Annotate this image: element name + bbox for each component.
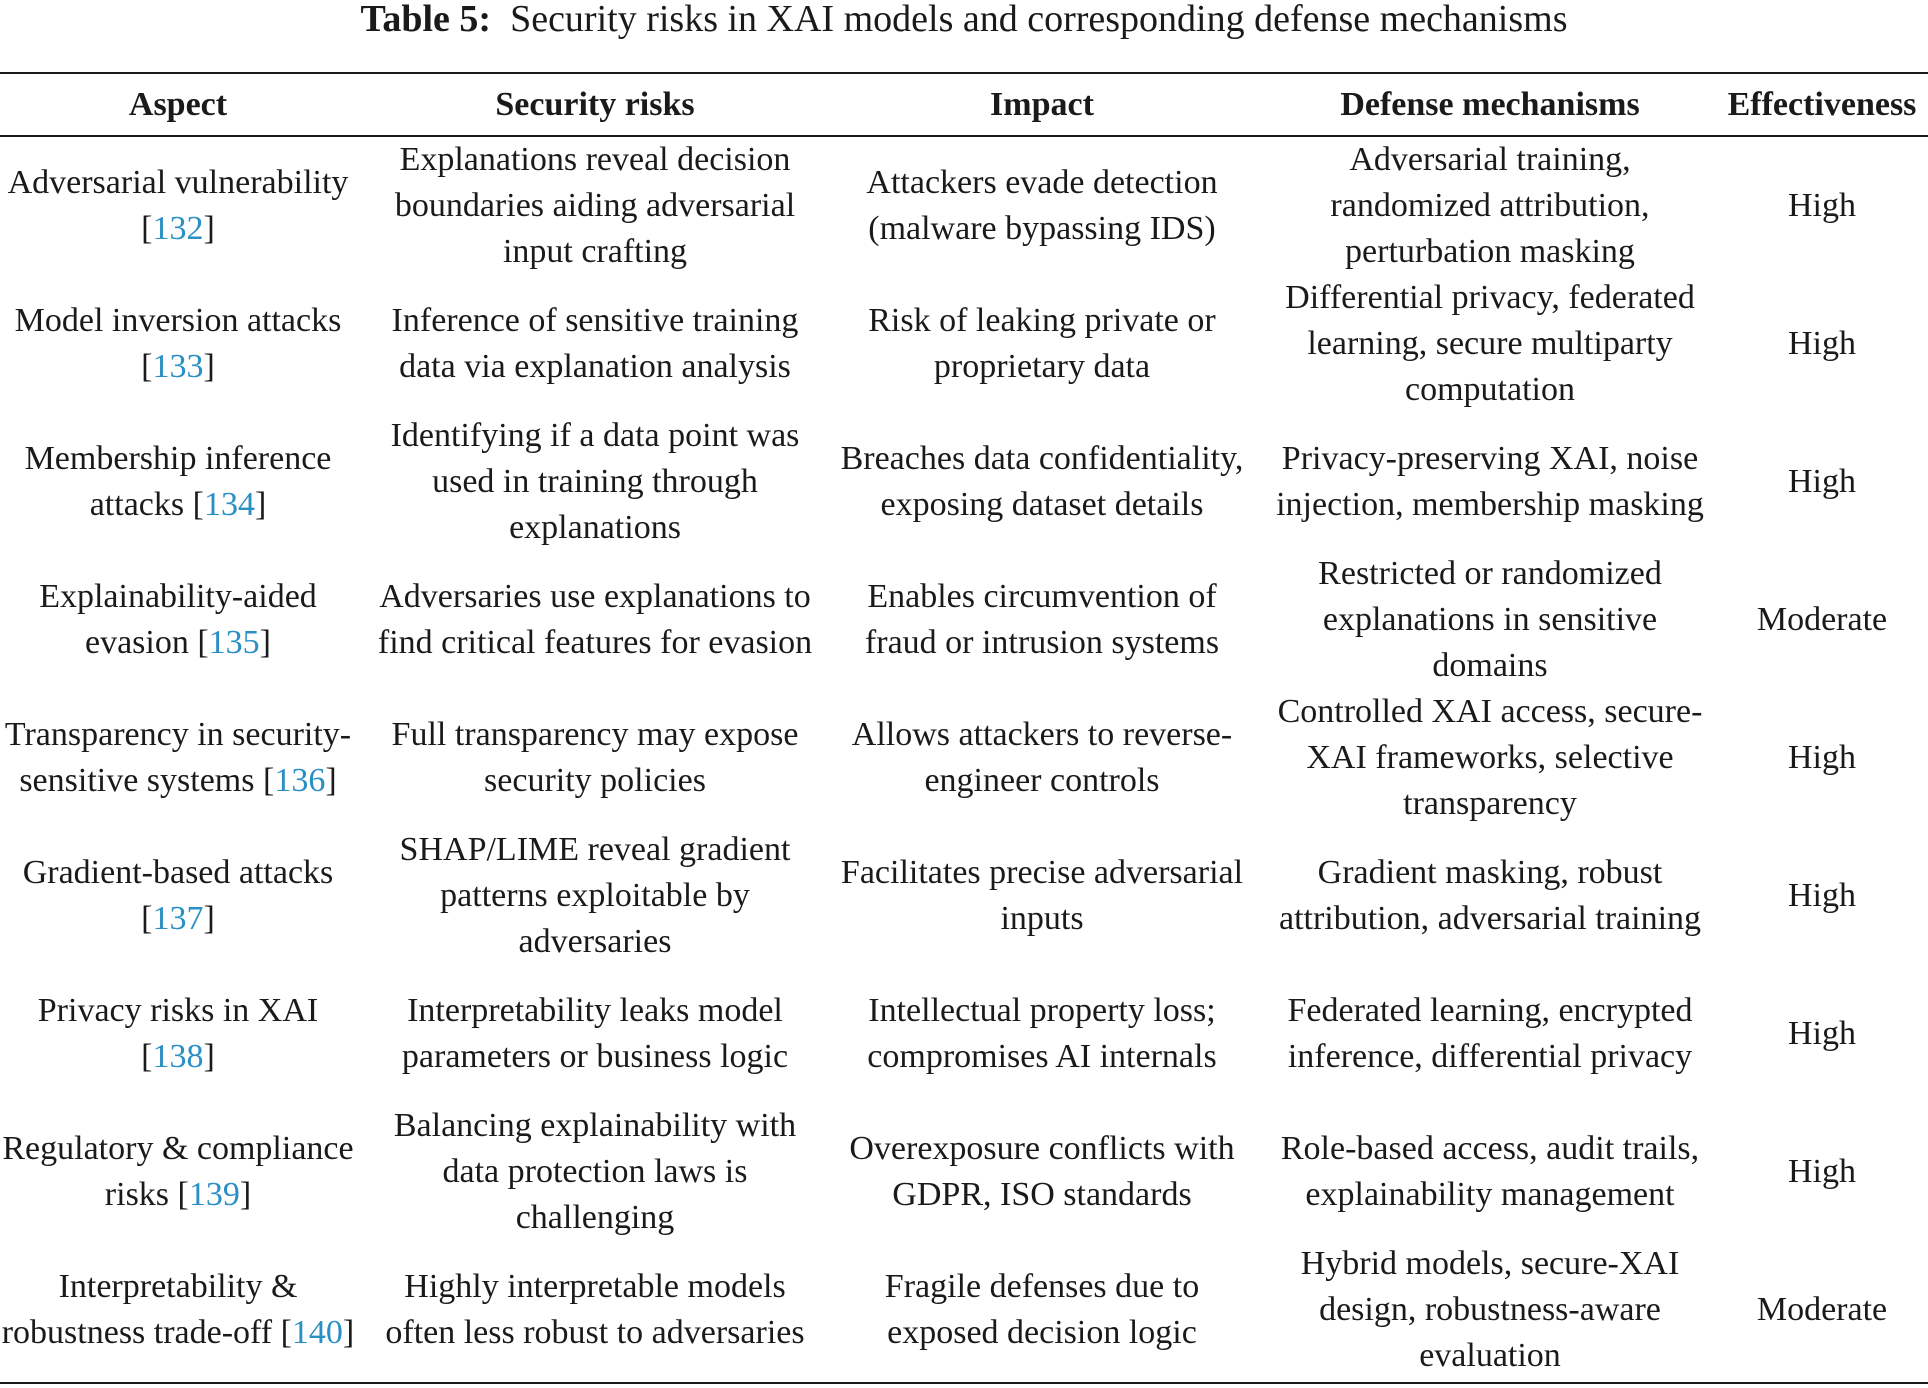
cell-security-risk: Inference of sensitive training data via explanation analysis: [391, 302, 799, 385]
cell-security-risk: Identifying if a data point was used in training through explanations: [390, 417, 800, 546]
citation-link[interactable]: 138: [152, 1038, 204, 1075]
cell-defense: Restricted or randomized explanations in sensitive domains: [1318, 555, 1662, 684]
cell-defense: Privacy-preserving XAI, noise injection, membership masking: [1276, 440, 1704, 523]
header-impact: Impact: [990, 85, 1094, 123]
cell-effectiveness: High: [1788, 877, 1856, 914]
header-aspect: Aspect: [128, 85, 228, 123]
table-row: [0, 413, 1928, 551]
cell-impact: Attackers evade detection (malware bypassing IDS): [866, 164, 1218, 247]
table-row: [0, 1103, 1928, 1241]
citation-link[interactable]: 132: [152, 210, 204, 247]
cell-security-risk: Interpretability leaks model parameters or business logic: [401, 992, 789, 1075]
cell-security-risk: Explanations reveal decision boundaries aiding adversarial input crafting: [394, 141, 796, 270]
aspect-text: Interpretability & robustness trade-off: [1, 1268, 298, 1351]
table-row: [0, 827, 1928, 965]
citation-link[interactable]: 139: [188, 1176, 240, 1213]
table-row: [0, 137, 1928, 275]
cell-aspect: Model inversion attacks [133]: [14, 302, 342, 385]
table-row: [0, 1241, 1928, 1379]
cell-effectiveness: High: [1788, 739, 1856, 776]
cell-effectiveness: High: [1788, 1015, 1856, 1052]
cell-impact: Intellectual property loss; compromises AI internals: [867, 992, 1217, 1075]
cell-impact: Facilitates precise adversarial inputs: [840, 854, 1244, 937]
cell-aspect: Interpretability & robustness trade-off [140]: [1, 1268, 355, 1351]
cell-impact: Allows attackers to reverse-engineer controls: [851, 716, 1233, 799]
table-row: [0, 275, 1928, 413]
cell-defense: Controlled XAI access, secure-XAI frameworks, selective transparency: [1277, 693, 1703, 822]
cell-impact: Overexposure conflicts with GDPR, ISO standards: [849, 1130, 1235, 1213]
aspect-text: Privacy risks in XAI: [37, 992, 319, 1029]
cell-defense: Gradient masking, robust attribution, adversarial training: [1278, 854, 1702, 937]
cell-aspect: Adversarial vulnerability [132]: [7, 164, 349, 247]
cell-defense: Hybrid models, secure-XAI design, robustness-aware evaluation: [1300, 1245, 1680, 1374]
cell-impact: Risk of leaking private or proprietary data: [868, 302, 1216, 385]
aspect-text: Transparency in security-sensitive systems: [4, 716, 352, 799]
table-row: [0, 689, 1928, 827]
citation-link[interactable]: 136: [274, 762, 326, 799]
citation-link[interactable]: 133: [152, 348, 204, 385]
cell-aspect: Regulatory & compliance risks [139]: [2, 1130, 354, 1213]
cell-effectiveness: High: [1788, 325, 1856, 362]
cell-effectiveness: Moderate: [1756, 1291, 1888, 1328]
cell-defense: Federated learning, encrypted inference, differential privacy: [1287, 992, 1693, 1075]
citation-link[interactable]: 137: [152, 900, 204, 937]
aspect-text: Membership inference attacks: [24, 440, 332, 523]
aspect-text: Regulatory & compliance risks: [2, 1130, 354, 1213]
cell-effectiveness: High: [1788, 463, 1856, 500]
cell-defense: Adversarial training, randomized attribution, perturbation masking: [1330, 141, 1650, 270]
cell-effectiveness: Moderate: [1756, 601, 1888, 638]
header-security-risks: Security risks: [495, 85, 695, 123]
table-caption: [0, 0, 1928, 44]
table-row: [0, 551, 1928, 689]
cell-security-risk: Full transparency may expose security policies: [391, 716, 799, 799]
citation-link[interactable]: 134: [203, 486, 255, 523]
cell-impact: Enables circumvention of fraud or intrusion systems: [864, 578, 1220, 661]
cell-defense: Differential privacy, federated learning, secure multiparty computation: [1285, 279, 1695, 408]
cell-effectiveness: High: [1788, 187, 1856, 224]
citation-link[interactable]: 140: [291, 1314, 343, 1351]
cell-security-risk: SHAP/LIME reveal gradient patterns exploitable by adversaries: [399, 831, 791, 960]
table-row: [0, 965, 1928, 1103]
table-title: Security risks in XAI models and corresponding defense mechanisms: [510, 0, 1568, 40]
cell-aspect: Privacy risks in XAI [138]: [37, 992, 319, 1075]
cell-aspect: Gradient-based attacks [137]: [22, 854, 334, 937]
citation-link[interactable]: 135: [208, 624, 260, 661]
aspect-text: Explainability-aided evasion: [39, 578, 317, 661]
cell-aspect: Membership inference attacks [134]: [24, 440, 332, 523]
cell-security-risk: Adversaries use explanations to find critical features for evasion: [377, 578, 813, 661]
bottom-rule: [0, 1382, 1928, 1384]
cell-effectiveness: High: [1788, 1153, 1856, 1190]
cell-impact: Breaches data confidentiality, exposing dataset details: [840, 440, 1244, 523]
aspect-text: Adversarial vulnerability: [7, 164, 349, 201]
cell-aspect: Explainability-aided evasion [135]: [39, 578, 317, 661]
cell-impact: Fragile defenses due to exposed decision logic: [884, 1268, 1200, 1351]
aspect-text: Model inversion attacks: [14, 302, 342, 339]
cell-security-risk: Balancing explainability with data protection laws is challenging: [393, 1107, 797, 1236]
table-label: Table 5:: [360, 0, 492, 40]
header-effectiveness: Effectiveness: [1727, 85, 1917, 123]
cell-defense: Role-based access, audit trails, explainability management: [1280, 1130, 1700, 1213]
table-body: [0, 137, 1928, 1382]
cell-security-risk: Highly interpretable models often less robust to adversaries: [385, 1268, 805, 1351]
table-header: [0, 74, 1928, 135]
aspect-text: Gradient-based attacks: [22, 854, 334, 891]
header-defense-mechanisms: Defense mechanisms: [1340, 85, 1640, 123]
cell-aspect: Transparency in security-sensitive systems [136]: [4, 716, 352, 799]
